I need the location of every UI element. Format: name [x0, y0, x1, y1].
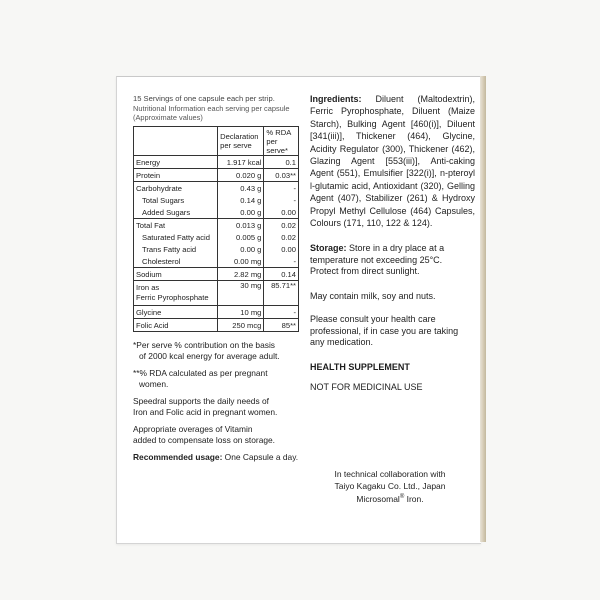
- table-row: Saturated Fatty acid 0.005 g 0.02: [134, 231, 299, 243]
- table-row: Carbohydrate 0.43 g -: [134, 182, 299, 195]
- declaration-header: Declaration per serve: [218, 127, 264, 156]
- nutritional-info-line: Nutritional Information each serving per capsule: [133, 104, 290, 113]
- table-row: Sodium 2.82 mg 0.14: [134, 268, 299, 281]
- ingredients-label: Ingredients:: [310, 94, 362, 104]
- table-row: Total Fat 0.013 g 0.02: [134, 219, 299, 232]
- recommended-text: One Capsule a day.: [222, 452, 299, 462]
- rda-pregnant-note: **% RDA calculated as per pregnant women.: [133, 368, 268, 389]
- table-row: Folic Acid 250 mcg 85**: [134, 319, 299, 332]
- collaboration-note: In technical collaboration with Taiyo Kagaku Co. Ltd., Japan Microsomal® Iron.: [334, 469, 446, 504]
- recommended-usage: [133, 452, 303, 463]
- approx-values-line: (Approximate values): [133, 113, 203, 122]
- allergen-note: May contain milk, soy and nuts.: [310, 290, 436, 301]
- storage-block: Storage: Store in a dry place at a temperature not exceeding 25°C. Protect from direct sunlight.: [310, 243, 445, 277]
- rda-basis-note: *Per serve % contribution on the basis of 2000 kcal energy for average adult.: [133, 340, 280, 361]
- storage-label: Storage:: [310, 243, 347, 254]
- table-row: Trans Fatty acid 0.00 g 0.00: [134, 243, 299, 255]
- consult-note: Please consult your health care professional, if in case you are taking any medication.: [310, 314, 459, 348]
- recommended-label: Recommended usage:: [133, 452, 223, 462]
- nutrition-column: [133, 93, 303, 463]
- table-header-blank: [134, 127, 218, 156]
- info-column: [310, 93, 475, 394]
- servings-line: 15 Servings of one capsule each per strip.: [133, 94, 275, 103]
- supplement-heading: HEALTH SUPPLEMENT: [310, 361, 410, 372]
- table-row: Cholesterol 0.00 mg -: [134, 255, 299, 268]
- box-edge: [480, 76, 486, 542]
- overages-note: Appropriate overages of Vitamin added to compensate loss on storage.: [133, 424, 276, 445]
- nutrition-table: [133, 126, 299, 332]
- table-row: Total Sugars 0.14 g -: [134, 194, 299, 206]
- supports-note: Speedral supports the daily needs of Iron and Folic acid in pregnant women.: [133, 396, 278, 417]
- table-row: Glycine 10 mg -: [134, 306, 299, 319]
- ingredients-text: Diluent (Maltodextrin), Ferric Pyrophosphate, Diluent (Maize Starch), Bulking Agent [460(i)], Diluent [341(iii)], Thickener (464), Glycine, Acidity Regulator (300), Thickener (462), Glazing Agent [553(iii)], Anti-caking Agent (551), Emulsifier [322(i)], n-pteroyl l-glutamic acid, Antioxidant (320), Gelling Agent (407), Stabilizer (261) & Hydroxy Propyl Methyl Cellulose (464) Capsules, Colours (171, 110, 122 & 124).: [310, 94, 475, 229]
- table-row: Iron as Ferric Pyrophosphate 30 mg 85.71**: [134, 281, 299, 306]
- table-row: Energy 1.917 kcal 0.1: [134, 156, 299, 169]
- table-header-row: [134, 127, 299, 156]
- table-row: Protein 0.020 g 0.03**: [134, 169, 299, 182]
- rda-header: % RDA per serve*: [264, 127, 299, 156]
- table-row: Added Sugars 0.00 g 0.00: [134, 206, 299, 219]
- not-medicinal-note: NOT FOR MEDICINAL USE: [310, 382, 423, 393]
- ingredients-block: [310, 93, 475, 229]
